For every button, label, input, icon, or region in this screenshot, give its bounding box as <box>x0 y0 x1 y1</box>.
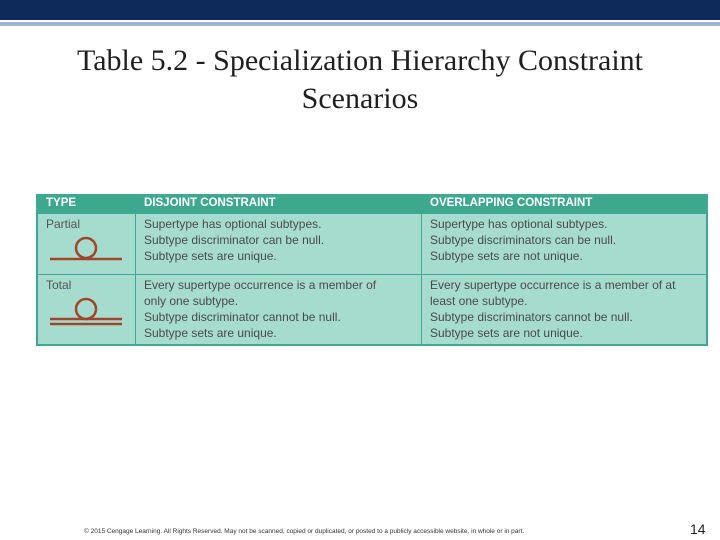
slide-title: Table 5.2 - Specialization Hierarchy Constraint Scenarios <box>76 44 644 115</box>
cell-line: Every supertype occurrence is a member of <box>144 278 377 292</box>
cell-line: Every supertype occurrence is a member of at <box>430 278 676 292</box>
header-type: TYPE <box>38 196 136 214</box>
disjoint-cell <box>136 214 422 275</box>
partial-completeness-icon <box>48 236 129 268</box>
cell-line: Subtype sets are not unique. <box>430 326 583 340</box>
cell-line: only one subtype. <box>144 294 239 308</box>
total-completeness-icon <box>48 297 129 331</box>
top-bar <box>0 0 720 20</box>
table-row-partial <box>38 214 707 275</box>
type-cell <box>38 275 136 345</box>
overlapping-cell <box>422 214 707 275</box>
page-number: 14 <box>690 521 706 537</box>
header-disjoint: DISJOINT CONSTRAINT <box>136 196 422 214</box>
type-label: Partial <box>46 217 81 231</box>
cell-line: Subtype discriminator cannot be null. <box>144 310 341 324</box>
cell-line: Subtype sets are unique. <box>144 249 277 263</box>
header-overlapping: OVERLAPPING CONSTRAINT <box>422 196 707 214</box>
overlapping-cell <box>422 275 707 345</box>
type-label: Total <box>46 278 72 292</box>
cell-line: Subtype discriminators cannot be null. <box>430 310 633 324</box>
table-header-row <box>38 196 707 214</box>
top-stripe <box>0 22 720 26</box>
cell-line: Supertype has optional subtypes. <box>144 217 322 231</box>
cell-line: Subtype discriminator can be null. <box>144 233 325 247</box>
cell-line: least one subtype. <box>430 294 528 308</box>
cell-line: Supertype has optional subtypes. <box>430 217 608 231</box>
disjoint-cell <box>136 275 422 345</box>
cell-line: Subtype sets are not unique. <box>430 249 583 263</box>
table-row-total <box>38 275 707 345</box>
copyright-footer: © 2015 Cengage Learning. All Rights Reserved. May not be scanned, copied or duplicated, or posted to a publicly accessible website, in whole or in part. <box>84 528 525 535</box>
constraint-table <box>36 194 708 346</box>
cell-line: Subtype sets are unique. <box>144 326 277 340</box>
type-cell <box>38 214 136 275</box>
cell-line: Subtype discriminators can be null. <box>430 233 617 247</box>
